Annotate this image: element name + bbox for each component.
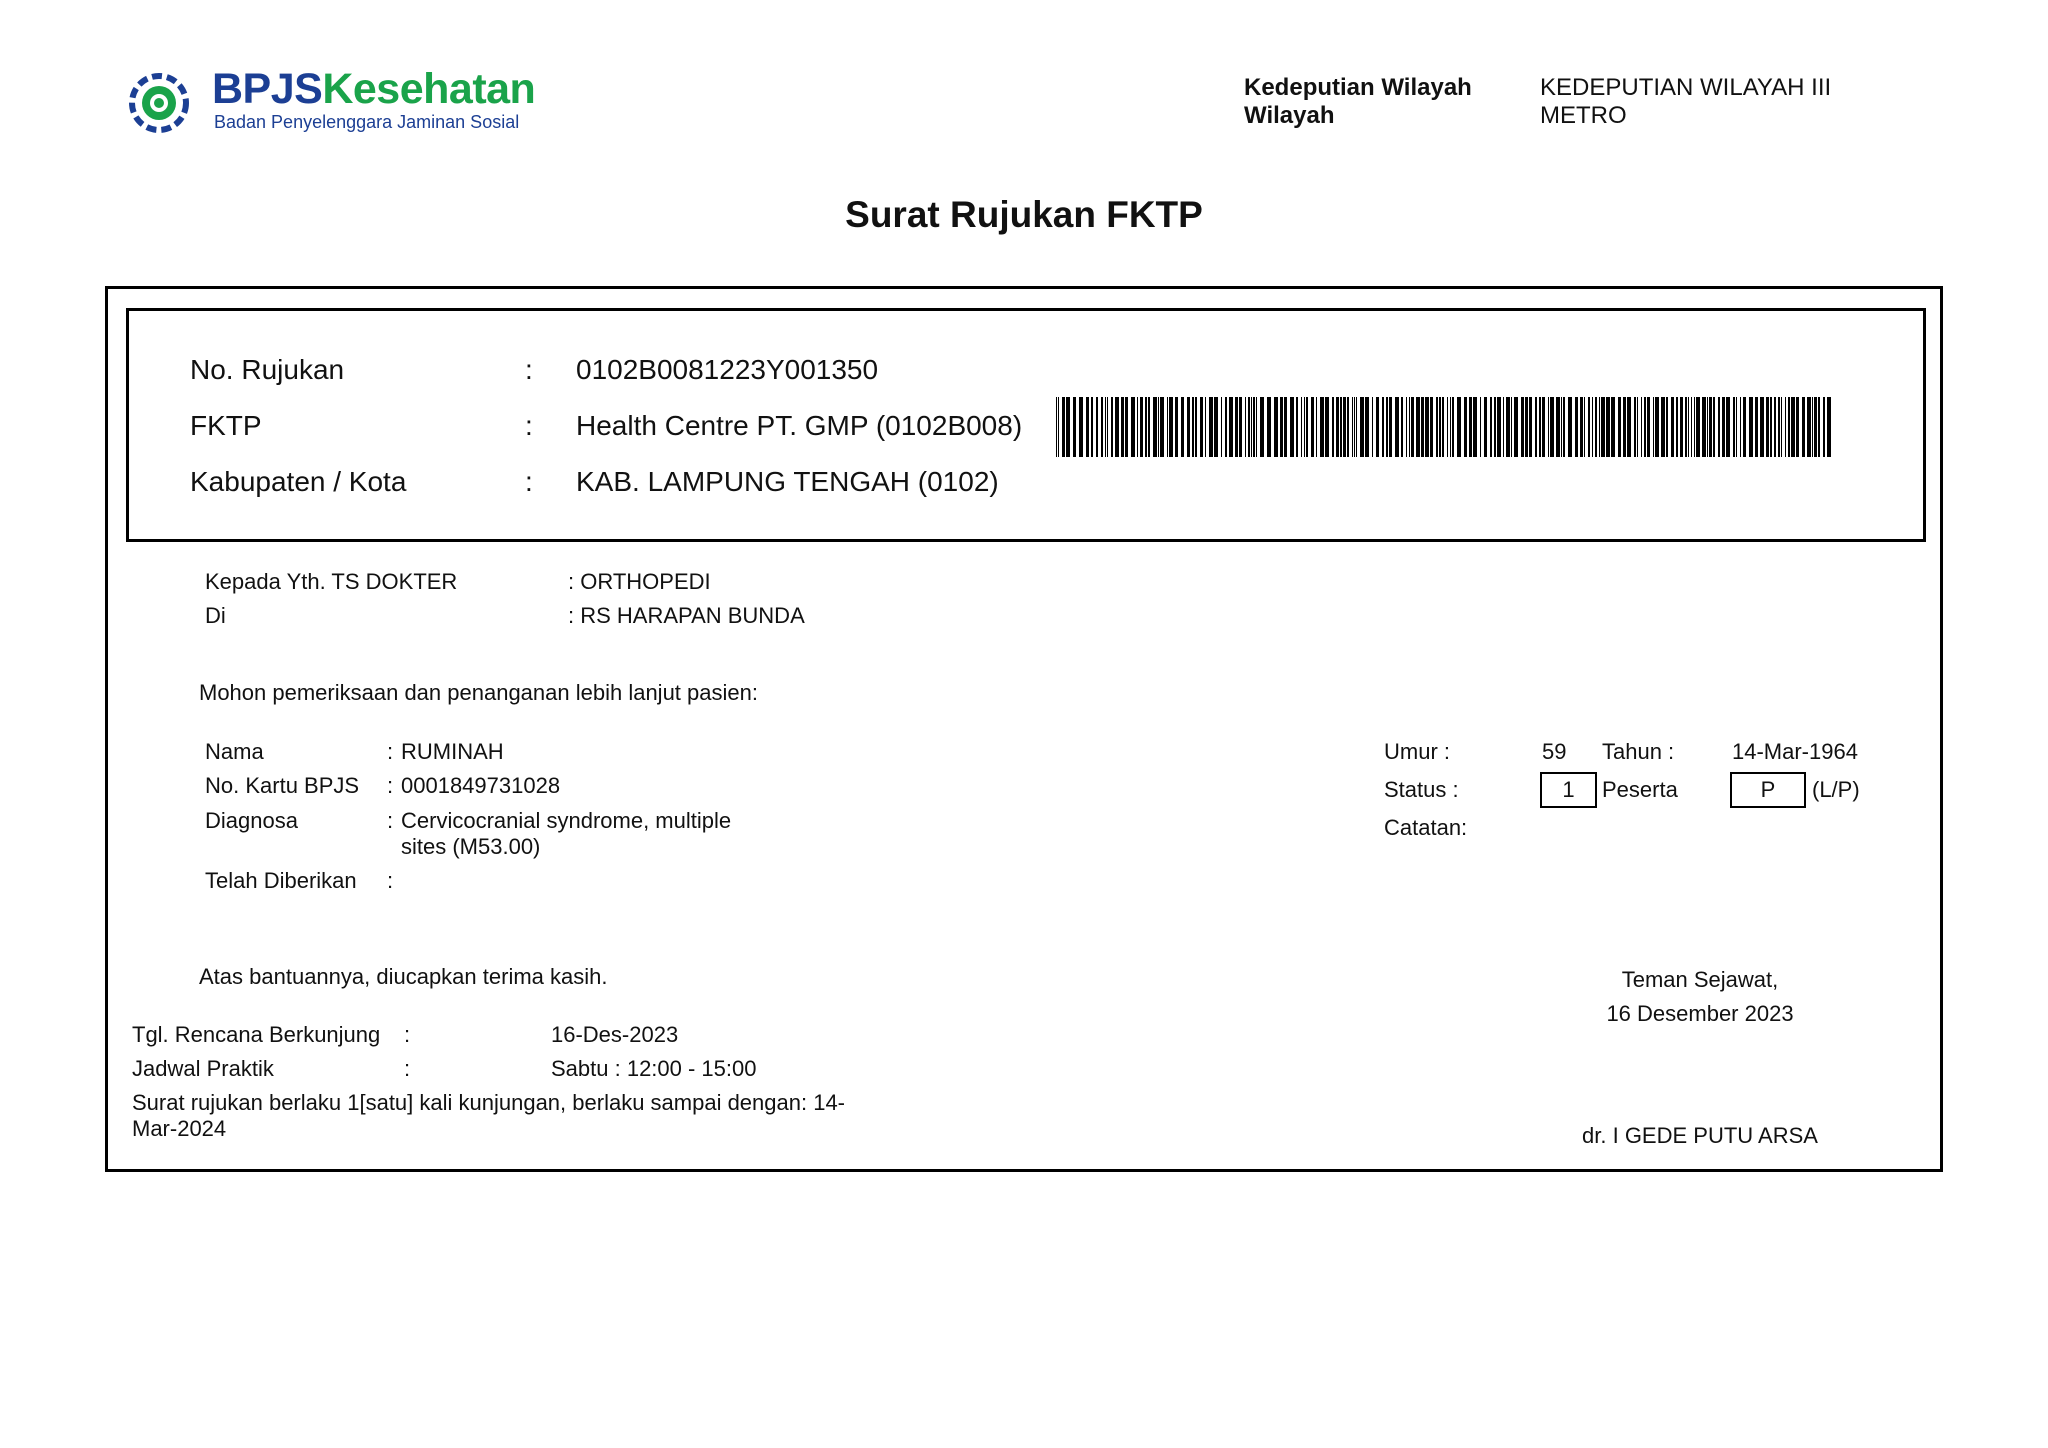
visit-plan-label: Tgl. Rencana Berkunjung: [132, 1022, 381, 1047]
request-text: Mohon pemeriksaan dan penanganan lebih lanjut pasien:: [199, 680, 758, 705]
barcode-icon: [1056, 397, 1834, 457]
region-value: KEDEPUTIAN WILAYAH III METRO: [1540, 74, 1832, 129]
age-value: 59: [1542, 739, 1567, 764]
logo-brand: [212, 64, 535, 116]
fktp-label: FKTP: [190, 410, 262, 441]
dob-value: 14-Mar-1964: [1732, 739, 1858, 764]
recipient-to-value: : ORTHOPEDI: [568, 569, 711, 594]
visit-plan-colon: :: [404, 1022, 411, 1047]
bpjs-logo-icon: [128, 72, 190, 134]
patient-name-label: Nama: [205, 739, 264, 764]
logo-brand-bpjs: BPJS: [212, 65, 323, 113]
logo-subtitle: Badan Penyelenggara Jaminan Sosial: [214, 112, 520, 132]
signature-date: 16 Desember 2023: [1606, 1001, 1794, 1026]
patient-diagnosis-label: Diagnosa: [205, 808, 298, 833]
gender-hint: (L/P): [1812, 777, 1860, 802]
notes-label: Catatan:: [1384, 815, 1468, 840]
recipient-at-value: : RS HARAPAN BUNDA: [568, 603, 805, 628]
patient-name-colon: :: [387, 739, 394, 764]
referral-number-value: 0102B0081223Y001350: [576, 354, 879, 385]
visit-schedule-label: Jadwal Praktik: [132, 1056, 274, 1081]
referral-number-colon: :: [525, 354, 533, 385]
signature-doctor: dr. I GEDE PUTU ARSA: [1582, 1123, 1818, 1148]
patient-card-value: 0001849731028: [401, 773, 561, 798]
patient-diagnosis-line2: sites (M53.00): [401, 834, 541, 859]
patient-given-colon: :: [387, 868, 394, 893]
patient-card-label: No. Kartu BPJS: [205, 773, 360, 798]
recipient-at-label: Di: [205, 603, 226, 628]
fktp-value: Health Centre PT. GMP (0102B008): [576, 410, 1023, 441]
thanks-text: Atas bantuannya, diucapkan terima kasih.: [199, 964, 608, 989]
city-colon: :: [525, 466, 533, 497]
city-value: KAB. LAMPUNG TENGAH (0102): [576, 466, 999, 497]
bpjs-logo: [128, 65, 536, 138]
patient-given-label: Telah Diberikan: [205, 868, 357, 893]
patient-card-colon: :: [387, 773, 394, 798]
status-value-box: 1: [1540, 772, 1597, 808]
visit-plan-value: 16-Des-2023: [551, 1022, 679, 1047]
dob-label: Tahun :: [1602, 739, 1675, 764]
region-label: Kedeputian Wilayah Wilayah: [1244, 74, 1472, 129]
patient-name-value: RUMINAH: [401, 739, 504, 764]
validity-line2: Mar-2024: [132, 1116, 227, 1141]
logo-brand-kesehatan: Kesehatan: [322, 65, 536, 113]
city-label: Kabupaten / Kota: [190, 466, 407, 497]
gender-value-box: P: [1730, 772, 1806, 808]
status-label: Status :: [1384, 777, 1459, 802]
referral-number-label: No. Rujukan: [190, 354, 345, 385]
fktp-colon: :: [525, 410, 533, 441]
patient-diagnosis-line1: Cervicocranial syndrome, multiple: [401, 808, 732, 833]
document-title: Surat Rujukan FKTP: [845, 194, 1203, 235]
visit-schedule-value: Sabtu : 12:00 - 15:00: [551, 1056, 757, 1081]
age-label: Umur :: [1384, 739, 1450, 764]
visit-schedule-colon: :: [404, 1056, 411, 1081]
signature-greeting: Teman Sejawat,: [1621, 967, 1779, 992]
patient-diagnosis-colon: :: [387, 808, 394, 833]
validity-line1: Surat rujukan berlaku 1[satu] kali kunjungan, berlaku sampai dengan: 14-: [132, 1090, 846, 1115]
status-type: Peserta: [1602, 777, 1678, 802]
recipient-to-label: Kepada Yth. TS DOKTER: [205, 569, 458, 594]
